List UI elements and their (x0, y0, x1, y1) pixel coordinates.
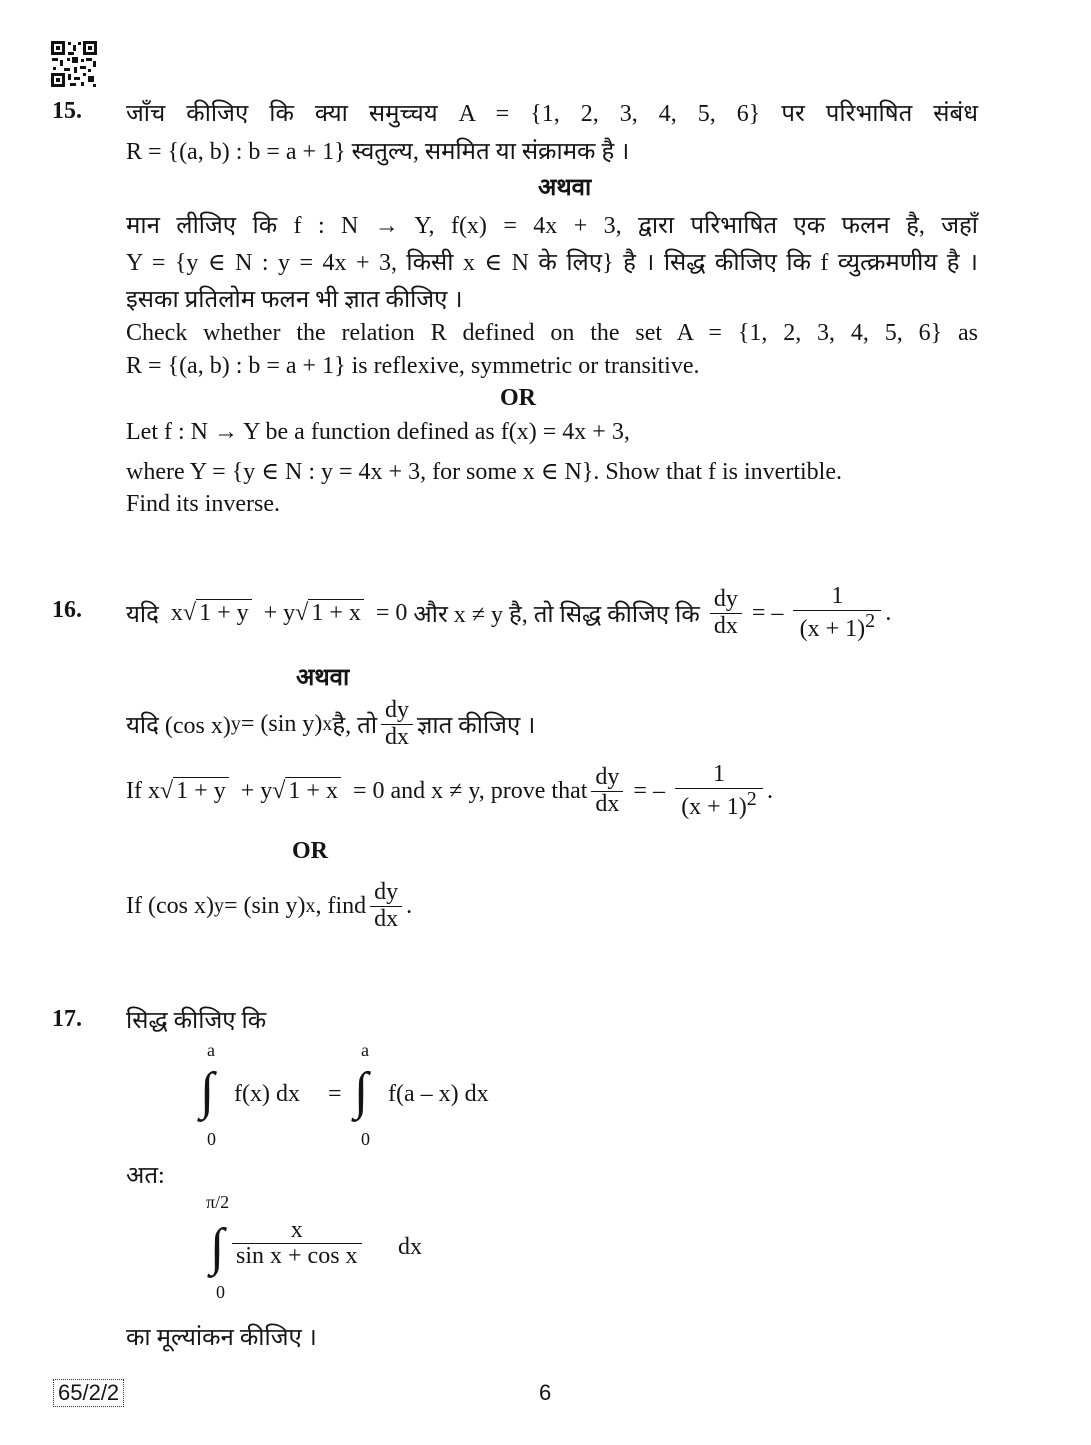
page-number: 6 (539, 1380, 552, 1405)
equals-sign: = (328, 1081, 342, 1107)
denominator-base: (x + 1) (681, 793, 747, 820)
q15-english-line4: where Y = {y ∈ N : y = 4x + 3, for some x ∈ N}. Show that f is invertible. (126, 459, 842, 485)
q16-text: यदि (126, 601, 159, 628)
derivative-fraction (381, 698, 413, 749)
sqrt-sign: √ (159, 777, 174, 804)
question-number: 17. (52, 1006, 82, 1032)
exponent: 2 (746, 787, 757, 810)
qr-code (50, 40, 98, 88)
integrand-fraction (232, 1218, 362, 1269)
evaluate-text: का मूल्यांकन कीजिए । (126, 1325, 317, 1351)
denominator (793, 610, 881, 642)
lower-limit: 0 (361, 1129, 370, 1149)
q15-english-line5: Find its inverse. (126, 491, 280, 517)
q16-text: + y (240, 777, 273, 804)
radicand: 1 + x (308, 599, 364, 627)
question-number: 15. (52, 98, 82, 124)
q16-text: = 0 and x ≠ y, prove that (352, 777, 588, 804)
q16-text: = 0 (375, 599, 408, 626)
numerator: dy (595, 764, 620, 791)
q16-text: If (cos x) (126, 892, 214, 919)
q16-text: = – (751, 599, 784, 626)
integrand-lhs: f(x) dx (234, 1081, 300, 1107)
denominator: dx (381, 724, 413, 750)
integrand-rhs: f(a – x) dx (388, 1081, 489, 1107)
q16-text: ज्ञात कीजिए । (417, 712, 536, 739)
exponent: y (230, 712, 241, 735)
q16-text: और x ≠ y है, तो सिद्ध कीजिए कि (413, 601, 700, 628)
sqrt-sign: √ (295, 599, 309, 626)
q16-text: = – (633, 777, 665, 804)
radicand: 1 + y (196, 599, 252, 627)
q16-text: + y (263, 599, 296, 626)
or-separator-hindi: अथवा (296, 665, 350, 691)
q16-text: . (885, 599, 892, 626)
upper-limit: a (361, 1040, 369, 1060)
q16-hindi-statement (126, 580, 891, 646)
denominator: dx (591, 791, 623, 817)
radicand: 1 + y (173, 777, 229, 805)
q16-english-statement (126, 758, 773, 824)
q15-hindi-line4: Y = {y ∈ N : y = 4x + 3, किसी x ∈ N के लिए} है । सिद्ध कीजिए कि f व्युत्क्रमणीय है । (126, 250, 978, 276)
denominator-base: (x + 1) (799, 615, 866, 642)
question-number: 16. (52, 597, 82, 623)
q17-prove-text: सिद्ध कीजिए कि (126, 1008, 267, 1034)
hence-text: अत: (126, 1163, 165, 1189)
exponent: x (305, 894, 316, 917)
derivative-fraction (710, 587, 742, 638)
paper-code: 65/2/2 (53, 1379, 124, 1407)
fraction (232, 1218, 362, 1269)
or-separator: OR (292, 838, 328, 864)
denominator: dx (370, 906, 402, 932)
exponent: 2 (865, 609, 876, 632)
q16-text: = (sin y) (240, 710, 323, 737)
integral-sign: ∫ (210, 1219, 225, 1276)
or-separator-hindi: अथवा (538, 175, 592, 201)
sqrt-sign: √ (182, 599, 197, 626)
q16-hindi-alt (126, 694, 535, 754)
derivative-fraction (370, 880, 402, 931)
numerator: dy (713, 586, 738, 613)
denominator: dx (710, 613, 742, 639)
q16-var: x (170, 599, 183, 626)
numerator: dy (385, 697, 410, 724)
q15-hindi-line1: जाँच कीजिए कि क्या समुच्चय A = {1, 2, 3, 4, 5, 6} पर परिभाषित संबंध (126, 101, 978, 127)
lower-limit: 0 (207, 1129, 216, 1149)
denominator: sin x + cos x (232, 1243, 362, 1269)
upper-limit: π/2 (206, 1192, 230, 1212)
q15-hindi-line3: मान लीजिए कि f : N → Y, f(x) = 4x + 3, द्वारा परिभाषित एक फलन है, जहाँ (126, 213, 978, 239)
q16-text: , find (315, 892, 367, 919)
q16-text: . (766, 777, 773, 804)
numerator: 1 (712, 761, 725, 788)
numerator: 1 (831, 583, 844, 610)
q15-english-line1: Check whether the relation R defined on the set A = {1, 2, 3, 4, 5, 6} as (126, 320, 978, 346)
q15-hindi-line2: R = {(a, b) : b = a + 1} स्वतुल्य, सममित या संक्रामक है । (126, 139, 630, 165)
q16-text: If x (126, 777, 160, 804)
differential: dx (398, 1234, 422, 1260)
lower-limit: 0 (216, 1282, 225, 1302)
integral-sign: ∫ (200, 1063, 215, 1120)
or-separator: OR (500, 385, 536, 411)
upper-limit: a (207, 1040, 215, 1060)
sqrt-sign: √ (272, 777, 286, 804)
q16-text: . (406, 892, 413, 919)
numerator: x (290, 1217, 303, 1243)
numerator: dy (374, 879, 399, 906)
exponent: y (213, 894, 224, 917)
q15-english-line3: Let f : N → Y be a function defined as f(x) = 4x + 3, (126, 419, 630, 445)
denominator (675, 788, 763, 820)
result-fraction (793, 584, 881, 641)
q16-text: यदि (cos x) (126, 712, 231, 739)
radicand: 1 + x (285, 777, 341, 805)
q15-hindi-line5: इसका प्रतिलोम फलन भी ज्ञात कीजिए । (126, 287, 463, 313)
q15-english-line2: R = {(a, b) : b = a + 1} is reflexive, symmetric or transitive. (126, 353, 700, 379)
integral-sign: ∫ (354, 1063, 369, 1120)
q16-english-alt (126, 874, 412, 938)
q16-text: है, तो (332, 712, 378, 739)
result-fraction (675, 762, 763, 819)
q16-text: = (sin y) (223, 892, 306, 919)
derivative-fraction (591, 765, 623, 816)
exponent: x (322, 712, 333, 735)
